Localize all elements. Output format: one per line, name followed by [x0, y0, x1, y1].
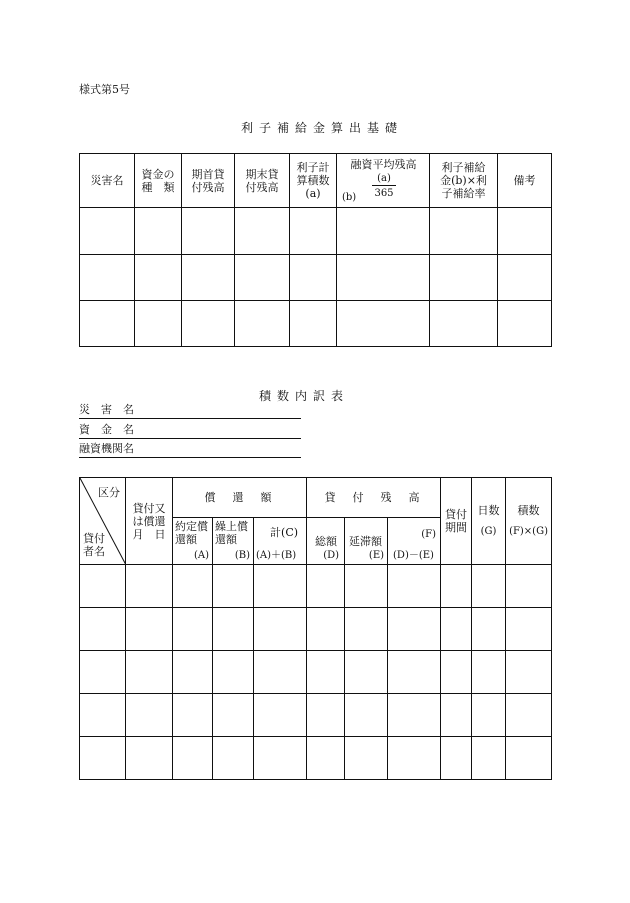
cell[interactable]: [506, 608, 552, 651]
header-scheduled: [173, 518, 213, 565]
fraction-bar: [372, 185, 396, 186]
table-row: [80, 301, 552, 347]
cell[interactable]: [182, 301, 235, 347]
cell[interactable]: [173, 565, 213, 608]
cell[interactable]: [345, 737, 388, 780]
corner-bottom-line1: 貸付: [83, 532, 105, 545]
header-fund-type-line1: 資金の: [141, 167, 175, 181]
header-period-line1: 貸付: [445, 508, 468, 521]
cell[interactable]: [337, 301, 430, 347]
cell[interactable]: [307, 737, 345, 780]
header-product-formula: (F)×(G): [509, 526, 548, 537]
cell[interactable]: [388, 608, 441, 651]
cell[interactable]: [388, 565, 441, 608]
header-subsidy: [430, 154, 498, 208]
cell[interactable]: [80, 651, 126, 694]
field-fund-name[interactable]: [79, 423, 301, 439]
header-period: [441, 478, 472, 565]
total-formula: (A)＋(B): [256, 550, 297, 561]
scheduled-code: (A): [193, 550, 209, 561]
table-row: [80, 565, 552, 608]
cell[interactable]: [254, 565, 307, 608]
header-date-line3: 月 日: [132, 527, 166, 541]
cell[interactable]: [498, 301, 552, 347]
field-institution-name[interactable]: [79, 442, 301, 458]
table1-title: 利子補給金算出基礎: [241, 121, 404, 135]
cell[interactable]: [182, 255, 235, 301]
total-label: 計(C): [270, 526, 299, 539]
cell[interactable]: [472, 565, 506, 608]
cell[interactable]: [307, 565, 345, 608]
cell[interactable]: [173, 608, 213, 651]
header-closing-balance: [235, 154, 290, 208]
corner-bottom-label: [83, 532, 105, 558]
cell[interactable]: [213, 737, 254, 780]
cell[interactable]: [213, 565, 254, 608]
header-fund-type-line2: 種 類: [141, 180, 175, 194]
header-days-code: (G): [480, 526, 497, 537]
header-date-line1: 貸付又: [132, 501, 166, 515]
header-subsidy-line1: 利子補給: [441, 161, 486, 174]
cell[interactable]: [345, 608, 388, 651]
cell[interactable]: [307, 608, 345, 651]
net-code: (F): [421, 529, 437, 540]
header-period-line2: 期間: [445, 521, 468, 534]
header-disaster-name: 災害名: [80, 154, 135, 208]
header-date-line2: は償還: [132, 514, 166, 528]
corner-bottom-line2: 者名: [83, 545, 105, 558]
cell[interactable]: [388, 651, 441, 694]
header-opening-line1: 期首貸: [191, 167, 225, 181]
cell[interactable]: [345, 694, 388, 737]
header-fund-type: [135, 154, 182, 208]
cell[interactable]: [506, 565, 552, 608]
cell[interactable]: [441, 694, 472, 737]
cell[interactable]: [506, 651, 552, 694]
cell[interactable]: [290, 208, 337, 255]
cell[interactable]: [506, 694, 552, 737]
scheduled-line2: 還額: [175, 533, 197, 546]
early-line1: 繰上償: [215, 520, 248, 533]
field-disaster-name-label: 災 害 名: [79, 403, 134, 416]
cell[interactable]: [80, 208, 135, 255]
table-row: [80, 255, 552, 301]
field-disaster-name[interactable]: [79, 403, 301, 419]
table-row: [80, 694, 552, 737]
cell[interactable]: [337, 208, 430, 255]
cell[interactable]: [173, 651, 213, 694]
cell[interactable]: [498, 255, 552, 301]
table-row: [80, 608, 552, 651]
cell[interactable]: [213, 651, 254, 694]
header-overdue: [345, 518, 388, 565]
cell[interactable]: [430, 208, 498, 255]
field-fund-name-label: 資 金 名: [79, 423, 134, 436]
cell[interactable]: [430, 301, 498, 347]
interest-subsidy-table: [79, 153, 552, 347]
cell[interactable]: [441, 651, 472, 694]
overdue-code: (E): [368, 550, 385, 561]
cell[interactable]: [182, 208, 235, 255]
gross-label: 総額: [315, 535, 338, 548]
cell[interactable]: [506, 737, 552, 780]
cell[interactable]: [254, 651, 307, 694]
cell[interactable]: [307, 651, 345, 694]
header-opening-line2: 付残高: [191, 180, 225, 194]
cell[interactable]: [254, 737, 307, 780]
header-interest-product: [290, 154, 337, 208]
cell[interactable]: [135, 301, 182, 347]
avg-balance-b-label: (b): [342, 191, 357, 203]
cell[interactable]: [173, 737, 213, 780]
cell[interactable]: [235, 255, 290, 301]
avg-balance-title: 融資平均残高: [350, 157, 417, 171]
cell[interactable]: [126, 651, 173, 694]
cell[interactable]: [388, 737, 441, 780]
cell[interactable]: [235, 301, 290, 347]
cell[interactable]: [472, 694, 506, 737]
cell[interactable]: [254, 694, 307, 737]
cell[interactable]: [126, 565, 173, 608]
header-days: [472, 478, 506, 565]
cell[interactable]: [290, 255, 337, 301]
form-number: 様式第5号: [79, 83, 130, 96]
header-days-label: 日数: [477, 504, 500, 517]
cell[interactable]: [126, 694, 173, 737]
early-line2: 還額: [215, 533, 237, 546]
cell[interactable]: [80, 255, 135, 301]
cell[interactable]: [80, 608, 126, 651]
cell[interactable]: [80, 737, 126, 780]
header-closing-line1: 期末貸: [245, 167, 279, 181]
header-subsidy-line2: 金(b)×利: [440, 174, 487, 187]
header-product: [506, 478, 552, 565]
header-interest-line1: 利子計: [296, 161, 330, 174]
header-repayment: 償 還 額: [173, 478, 307, 518]
cell[interactable]: [290, 301, 337, 347]
cell[interactable]: [345, 565, 388, 608]
header-subsidy-line3: 子補給率: [441, 187, 486, 200]
table-row: [80, 208, 552, 255]
header-early: [213, 518, 254, 565]
scheduled-label: [175, 520, 208, 546]
cell[interactable]: [337, 255, 430, 301]
cell[interactable]: [80, 694, 126, 737]
table-row: [80, 737, 552, 780]
cell[interactable]: [472, 737, 506, 780]
header-interest-line2: 算積数: [296, 174, 330, 187]
cell[interactable]: [472, 608, 506, 651]
header-average-balance: [337, 154, 430, 208]
net-formula: (D)－(E): [393, 550, 434, 561]
header-date: [126, 478, 173, 565]
header-loan-balance: 貸 付 残 高: [307, 478, 441, 518]
header-gross: [307, 518, 345, 565]
cell[interactable]: [441, 737, 472, 780]
table2-title: 積数内訳表: [259, 389, 350, 403]
overdue-label: 延滞額: [349, 535, 383, 548]
corner-top-label: 区分: [98, 486, 120, 499]
cell[interactable]: [254, 608, 307, 651]
cell[interactable]: [472, 651, 506, 694]
cell[interactable]: [498, 208, 552, 255]
header-net: [388, 518, 441, 565]
scheduled-line1: 約定償: [175, 520, 208, 533]
cell[interactable]: [135, 208, 182, 255]
cell[interactable]: [213, 694, 254, 737]
product-breakdown-table: [79, 477, 552, 780]
header-interest-line3: (a): [305, 187, 321, 200]
table1-header-row: [80, 154, 552, 208]
early-code: (B): [234, 550, 250, 561]
avg-balance-denominator: 365: [374, 187, 394, 199]
cell[interactable]: [441, 608, 472, 651]
header-product-label: 積数: [517, 504, 540, 517]
cell[interactable]: [441, 565, 472, 608]
gross-code: (D): [323, 550, 340, 561]
cell[interactable]: [388, 694, 441, 737]
cell[interactable]: [126, 737, 173, 780]
cell[interactable]: [173, 694, 213, 737]
cell[interactable]: [235, 208, 290, 255]
cell[interactable]: [135, 255, 182, 301]
header-closing-line2: 付残高: [245, 180, 279, 194]
early-label: [215, 520, 248, 546]
header-remarks: 備考: [498, 154, 552, 208]
cell[interactable]: [126, 608, 173, 651]
cell[interactable]: [307, 694, 345, 737]
cell[interactable]: [345, 651, 388, 694]
avg-balance-numerator: (a): [377, 172, 391, 184]
table-row: [80, 651, 552, 694]
header-corner: [80, 478, 126, 565]
cell[interactable]: [430, 255, 498, 301]
cell[interactable]: [80, 301, 135, 347]
header-opening-balance: [182, 154, 235, 208]
cell[interactable]: [213, 608, 254, 651]
field-institution-name-label: 融資機関名: [79, 442, 134, 455]
cell[interactable]: [80, 565, 126, 608]
header-total: [254, 518, 307, 565]
table2-header-row1: [80, 478, 552, 518]
